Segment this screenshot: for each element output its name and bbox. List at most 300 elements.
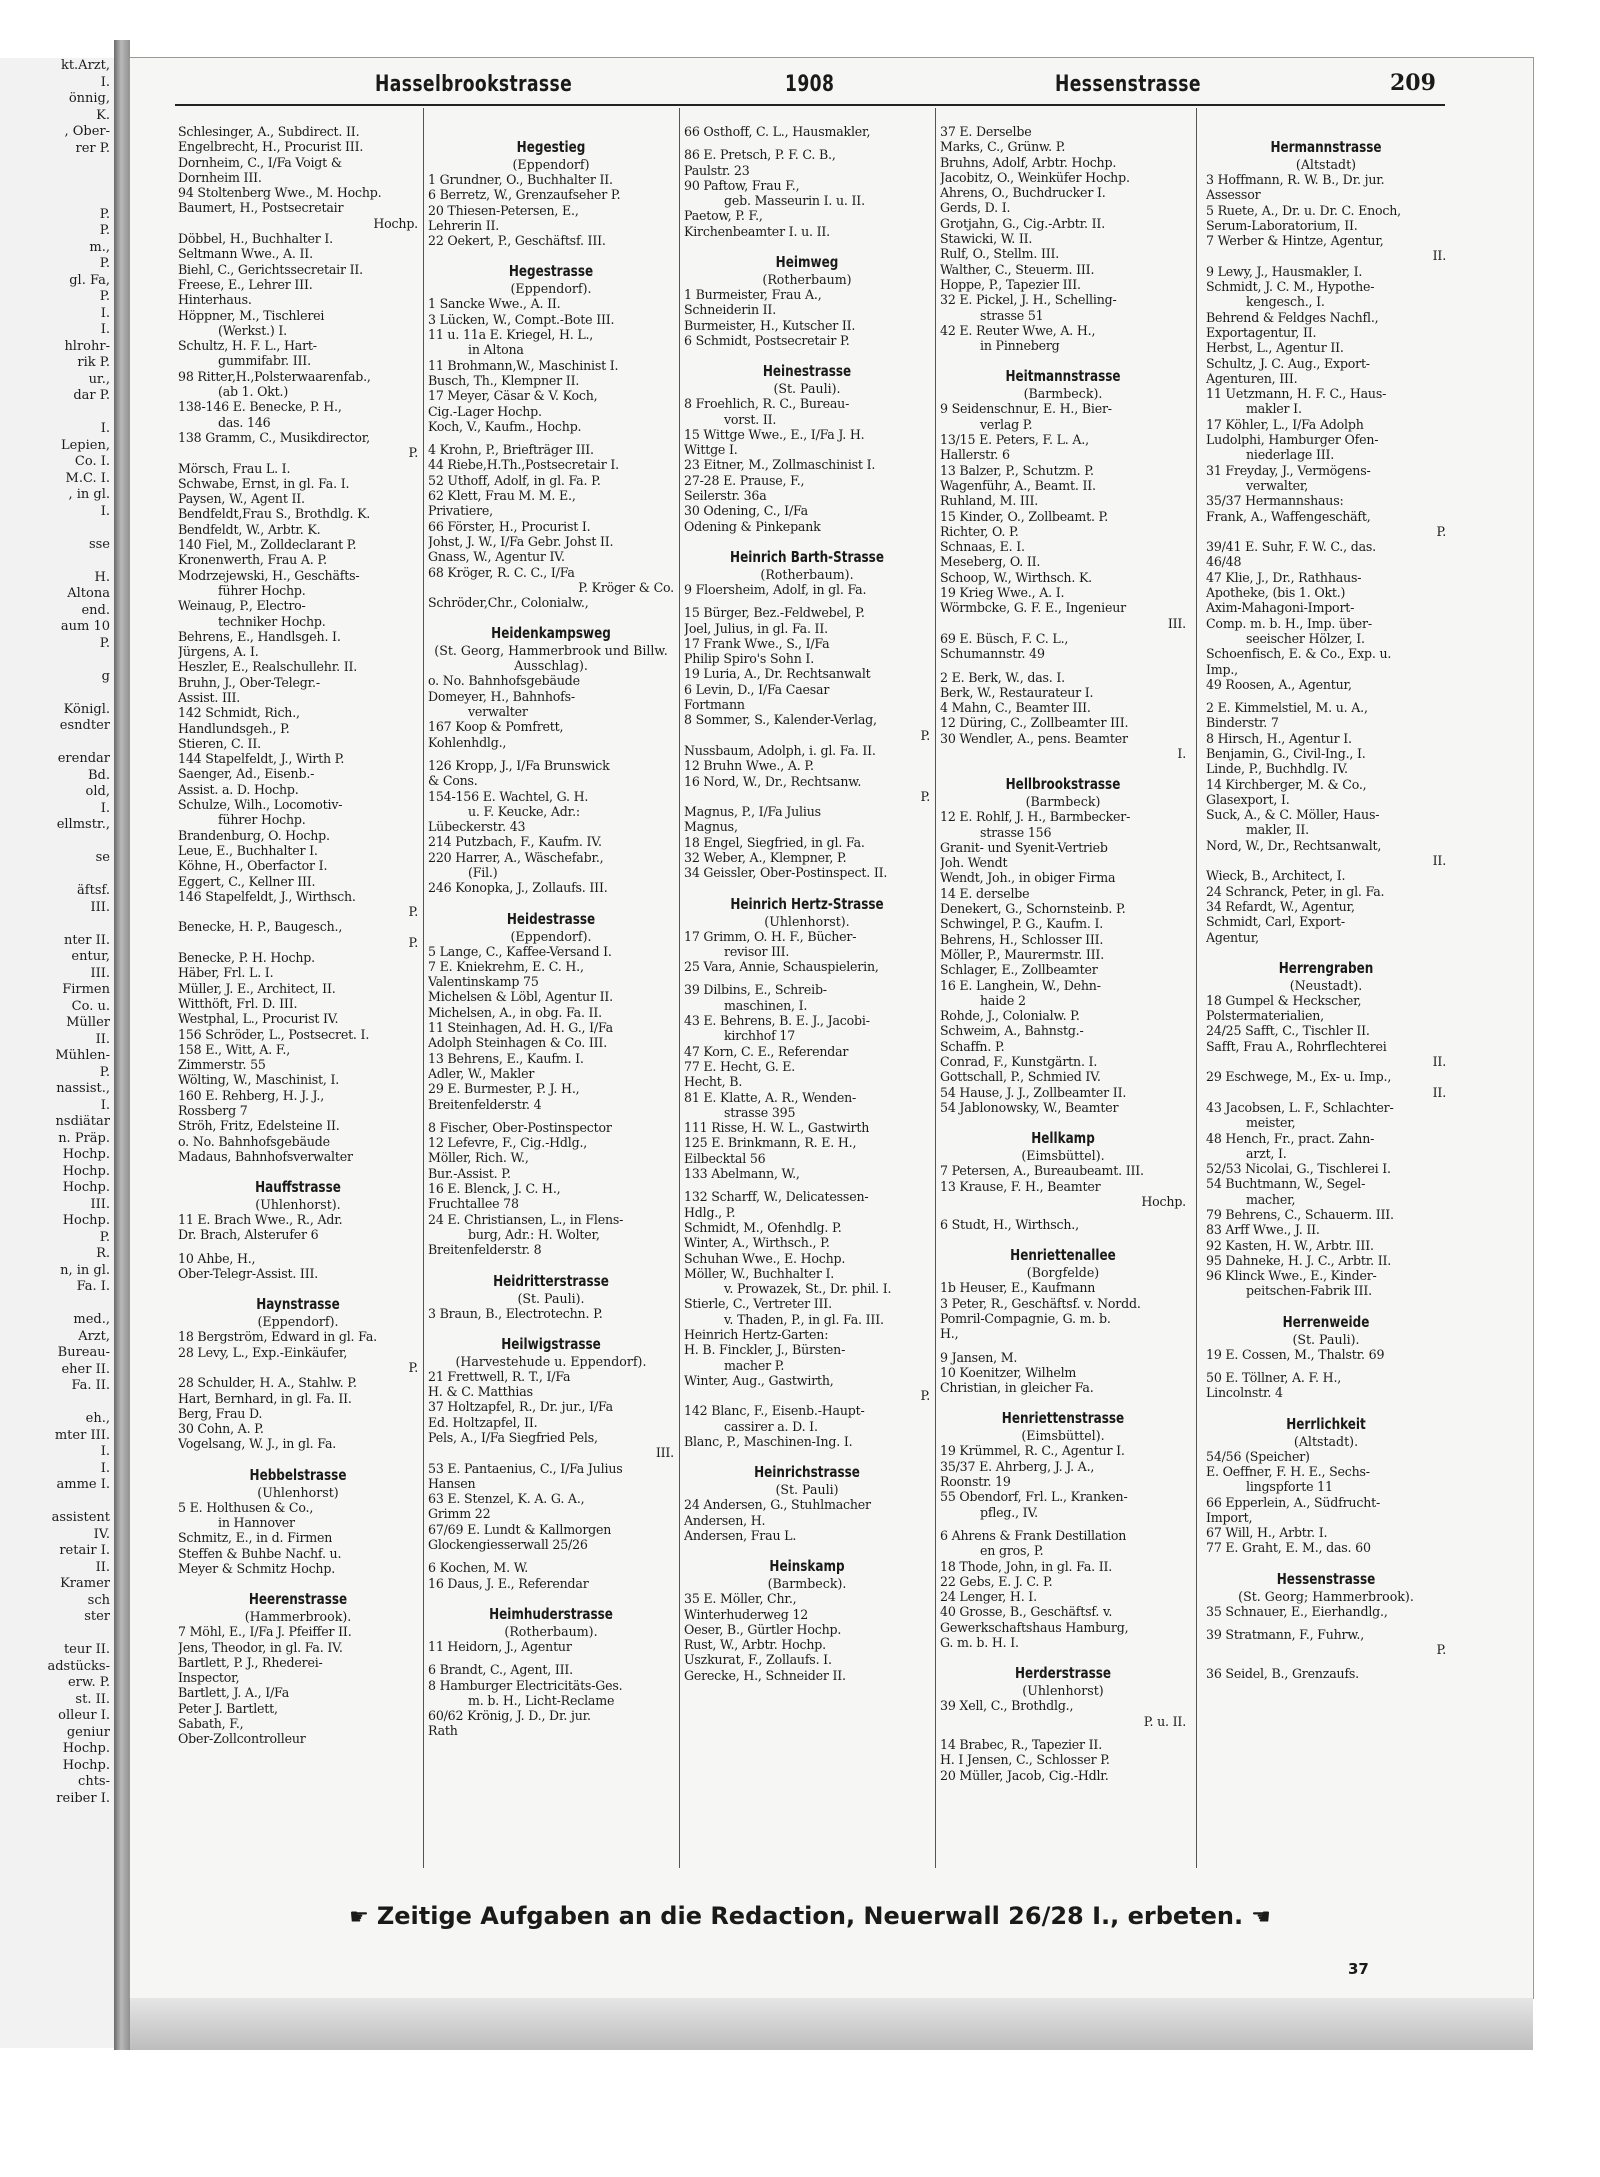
prev-page-fragment: olleur I. xyxy=(58,1708,110,1723)
directory-entry: Johst, J. W., I/Fa Gebr. Johst II. xyxy=(428,533,614,549)
directory-entry: strasse 51 xyxy=(980,307,1044,323)
directory-entry: 32 Weber, A., Klempner, P. xyxy=(684,849,847,865)
directory-entry: Denekert, G., Schornsteinb. P. xyxy=(940,901,1126,917)
directory-entry: P. xyxy=(408,445,418,461)
directory-entry: Domeyer, H., Bahnhofs- xyxy=(428,688,575,704)
street-title: Hessenstrasse xyxy=(1276,1569,1376,1588)
prev-page-fragment: retair I. xyxy=(59,1543,110,1558)
directory-entry: Paetow, P. F., xyxy=(684,208,763,224)
directory-entry: Fruchtallee 78 xyxy=(428,1196,519,1212)
prev-page-fragment: Bd. xyxy=(87,767,110,783)
street-section xyxy=(178,1295,418,1451)
directory-entry: Gewerkschaftshaus Hamburg, xyxy=(940,1619,1129,1635)
directory-entry: Marks, C., Grünw. P. xyxy=(940,139,1066,155)
directory-entry: 160 E. Rehberg, H. J. J., xyxy=(178,1087,325,1103)
directory-entry: 43 E. Behrens, B. E. J., Jacobi- xyxy=(684,1013,870,1029)
directory-entry: 66 Epperlein, A., Südfrucht- xyxy=(1206,1494,1381,1510)
directory-entry: Odening & Pinkepank xyxy=(684,518,821,534)
prev-page-fragment: Fa. II. xyxy=(71,1378,110,1393)
directory-entry xyxy=(1206,1658,1446,1666)
prev-page-fragment xyxy=(0,1395,114,1412)
directory-entry: strasse 156 xyxy=(980,824,1052,840)
directory-entry: Glockengiesserwall 25/26 xyxy=(428,1537,588,1553)
directory-entry: 13 Krause, F. H., Beamter xyxy=(940,1178,1101,1194)
directory-entry: Schröder,Chr., Colonialw., xyxy=(428,595,589,611)
directory-entry: 47 Klie, J., Dr., Rathhaus- xyxy=(1206,569,1362,585)
prev-page-fragment: Hochp. xyxy=(62,1147,110,1162)
directory-entry: Schnaas, E. I. xyxy=(940,539,1025,555)
directory-entry: Blanc, P., Maschinen-Ing. I. xyxy=(684,1434,853,1450)
directory-entry: 3 Hoffmann, R. W. B., Dr. jur. xyxy=(1206,172,1385,187)
district-subtitle: (Uhlenhorst) xyxy=(1022,1683,1104,1699)
directory-entry: 30 Cohn, A. P. xyxy=(178,1421,264,1437)
directory-entry: Berk, W., Restaurateur I. xyxy=(940,684,1094,700)
street-section xyxy=(684,1557,930,1683)
directory-entry: lingspforte 11 xyxy=(1246,1479,1333,1495)
street-title: Hegestieg xyxy=(516,138,586,156)
directory-entry: cassirer a. D. I. xyxy=(724,1418,818,1434)
prev-page-fragment: nsdiätar xyxy=(55,1114,110,1129)
directory-entry: II. xyxy=(1432,853,1446,869)
directory-entry: Möller, P., Maurermstr. III. xyxy=(940,946,1105,962)
prev-page-fragment xyxy=(0,834,114,851)
prev-page-fragment: II. xyxy=(95,1559,110,1575)
directory-entry: vorst. II. xyxy=(724,411,777,427)
prev-page-fragment: rer P. xyxy=(75,140,110,156)
street-title: Heidestrasse xyxy=(506,909,596,928)
column-2 xyxy=(428,124,674,1894)
directory-entry: Witthöft, Frl. D. III. xyxy=(178,995,298,1011)
directory-entry: (Fil.) xyxy=(468,864,498,880)
prev-page-fragment: Mühlen- xyxy=(55,1048,110,1063)
directory-entry: 24 E. Christiansen, L., in Flens- xyxy=(428,1211,624,1227)
directory-entry xyxy=(428,1112,674,1120)
street-section xyxy=(178,1466,418,1576)
directory-entry: 15 Bürger, Bez.-Feldwebel, P. xyxy=(684,605,865,621)
prev-page-fragment: n. Präp. xyxy=(58,1130,110,1146)
street-title: Heinrich Hertz-Strasse xyxy=(730,894,884,913)
column-1 xyxy=(178,124,418,1894)
street-section xyxy=(684,548,930,881)
directory-entry: Breitenfelderstr. 4 xyxy=(428,1096,542,1112)
directory-entry: Möller, Rich. W., xyxy=(428,1150,529,1166)
directory-entry: Paysen, W., Agent II. xyxy=(178,491,305,507)
directory-entry: 77 E. Graht, E. M., das. 60 xyxy=(1206,1540,1371,1556)
street-title: Heinrichstrasse xyxy=(754,1463,860,1482)
directory-entry: 39 Dilbins, E., Schreib- xyxy=(684,982,827,998)
directory-entry: 19 E. Cossen, M., Thalstr. 69 xyxy=(1206,1346,1385,1362)
directory-entry: Wittge I. xyxy=(684,442,738,458)
directory-entry: 156 Schröder, L., Postsecret. I. xyxy=(178,1026,370,1042)
directory-entry: Christian, in gleicher Fa. xyxy=(940,1380,1094,1396)
district-subtitle: (St. Pauli). xyxy=(773,381,841,397)
directory-entry: Bruhn, J., Ober-Telegr.- xyxy=(178,674,320,690)
directory-entry: 29 Eschwege, M., Ex- u. Imp., xyxy=(1206,1069,1392,1085)
directory-entry: 6 Berretz, W., Grenzaufseher P. xyxy=(428,187,621,203)
prev-page-fragment: P. xyxy=(99,206,110,222)
directory-entry: 54 Jablonowsky, W., Beamter xyxy=(940,1099,1119,1115)
prev-page-fragment: Co. u. xyxy=(71,998,110,1014)
directory-entry: 30 Wendler, A., pens. Beamter xyxy=(940,730,1128,746)
directory-entry: Seilerstr. 36a xyxy=(684,488,767,504)
directory-entry: Oeser, B., Gürtler Hochp. xyxy=(684,1621,842,1637)
directory-entry: Breitenfelderstr. 8 xyxy=(428,1242,542,1258)
directory-entry: 1b Heuser, E., Kaufmann xyxy=(940,1280,1096,1296)
prev-page-fragment: Hochp. xyxy=(62,1163,110,1179)
street-title: Henriettenstrasse xyxy=(1001,1409,1125,1428)
directory-entry: 2 E. Kimmelstiel, M. u. A., xyxy=(1206,700,1368,716)
directory-entry: 6 Brandt, C., Agent, III. xyxy=(428,1662,573,1678)
directory-entry: 125 E. Brinkmann, R. E. H., xyxy=(684,1135,857,1151)
directory-entry xyxy=(684,139,930,147)
directory-entry: niederlage III. xyxy=(1246,447,1335,463)
prev-page-fragment: nter II. xyxy=(63,932,110,948)
directory-entry: 2 E. Berk, W., das. I. xyxy=(940,669,1065,685)
directory-entry: Höppner, M., Tischlerei xyxy=(178,307,325,323)
directory-entry: Bur.-Assist. P. xyxy=(428,1165,511,1181)
directory-entry: verwalter, xyxy=(1246,477,1309,493)
directory-entry: (Werkst.) I. xyxy=(218,322,287,338)
prev-page-fragment: P. xyxy=(99,289,110,304)
directory-entry: 28 Levy, L., Exp.-Einkäufer, xyxy=(178,1344,348,1360)
directory-entry: peitschen-Fabrik III. xyxy=(1246,1283,1372,1299)
district-subtitle: (Hammerbrook). xyxy=(244,1609,352,1625)
prev-page-fragment: H. xyxy=(94,569,110,585)
directory-entry: Madaus, Bahnhofsverwalter xyxy=(178,1148,353,1164)
prev-page-fragment: n, in gl. xyxy=(60,1262,110,1278)
directory-entry: 14 Kirchberger, M. & Co., xyxy=(1206,776,1367,792)
directory-entry: 66 Förster, H., Procurist I. xyxy=(428,518,591,534)
directory-entry: 47 Korn, C. E., Referendar xyxy=(684,1043,849,1059)
directory-entry: Apotheke, (bis 1. Okt.) xyxy=(1206,585,1346,601)
street-section xyxy=(940,1129,1186,1232)
directory-entry: Jens, Theodor, in gl. Fa. IV. xyxy=(178,1639,343,1655)
directory-entry: in Altona xyxy=(468,342,524,358)
directory-entry xyxy=(684,597,930,605)
directory-entry: 3 Lücken, W., Compt.-Bote III. xyxy=(428,311,615,327)
directory-entry: 11 Heidorn, J., Agentur xyxy=(428,1638,572,1654)
directory-entry: 13 Balzer, P., Schutzm. P. xyxy=(940,462,1094,478)
prev-page-fragment: R. xyxy=(96,1246,110,1261)
district-subtitle: (Altstadt). xyxy=(1293,1433,1359,1449)
directory-entry: 25 Vara, Annie, Schauspielerin, xyxy=(684,959,879,975)
directory-entry: Engelbrecht, H., Procurist III. xyxy=(178,139,364,155)
directory-entry: Stawicki, W. II. xyxy=(940,231,1033,247)
prev-page-fragment: Co. I. xyxy=(74,454,110,469)
prev-page-fragment: I. xyxy=(100,1097,110,1113)
prev-page-fragment: Arzt, xyxy=(78,1328,110,1344)
directory-entry: Magnus, xyxy=(684,819,738,835)
directory-entry: P. u. II. xyxy=(1143,1713,1186,1729)
prev-page-fragment: I. xyxy=(100,322,110,337)
directory-entry: 18 Gumpel & Heckscher, xyxy=(1206,992,1362,1008)
directory-entry: 94 Stoltenberg Wwe., M. Hochp. xyxy=(178,185,382,201)
directory-entry: maschinen, I. xyxy=(724,997,808,1013)
district-subtitle: (Harvestehude u. Eppendorf). xyxy=(455,1353,647,1369)
directory-entry: Safft, Frau A., Rohrflechterei xyxy=(1206,1038,1387,1054)
directory-entry: 154-156 E. Wachtel, G. H. xyxy=(428,788,589,804)
street-section xyxy=(428,1605,674,1739)
prev-page-fragment: P. xyxy=(99,1064,110,1080)
prev-page-fragment: P. xyxy=(99,1229,110,1245)
street-title: Heidenkampsweg xyxy=(491,624,611,643)
street-section xyxy=(940,1246,1186,1395)
directory-entry: in Pinneberg xyxy=(980,338,1060,354)
prev-page-fragment: Firmen xyxy=(62,982,110,997)
prev-page-fragment: aum 10 xyxy=(60,619,110,634)
street-section xyxy=(428,1335,674,1591)
directory-entry: Assist. III. xyxy=(178,689,241,705)
directory-entry: 79 Behrens, C., Schauerm. III. xyxy=(1206,1207,1394,1222)
prev-page-fragment: M.C. I. xyxy=(65,470,110,486)
district-subtitle: (Eppendorf). xyxy=(510,928,592,944)
directory-entry: Meyer & Schmitz Hochp. xyxy=(178,1560,336,1576)
prev-page-fragment: assistent xyxy=(51,1510,110,1525)
directory-entry: 29 E. Burmester, P. J. H., xyxy=(428,1081,580,1097)
prev-page-fragment xyxy=(0,916,114,933)
directory-entry xyxy=(178,1243,418,1251)
directory-entry xyxy=(428,750,674,758)
directory-entry: arzt, I. xyxy=(1246,1145,1287,1161)
directory-entry: 9 Jansen, M. xyxy=(940,1349,1018,1365)
directory-entry: 6 Ahrens & Frank Destillation xyxy=(940,1527,1127,1543)
prev-page-fragment xyxy=(0,1626,114,1643)
directory-entry: Biehl, C., Gerichtssecretair II. xyxy=(178,261,363,277)
directory-entry: 16 Daus, J. E., Referendar xyxy=(428,1575,589,1591)
prev-page-fragment: , Ober- xyxy=(64,124,110,139)
street-section xyxy=(940,124,1186,353)
directory-entry: Grotjahn, G., Cig.-Arbtr. II. xyxy=(940,215,1106,231)
directory-entry: Döbbel, H., Buchhalter I. xyxy=(178,231,333,247)
directory-entry: P. xyxy=(1436,1642,1446,1658)
directory-entry: Comp. m. b. H., Imp. über- xyxy=(1206,615,1372,631)
directory-entry: Wendt, Joh., in obiger Firma xyxy=(940,870,1116,886)
directory-entry: P. xyxy=(1436,523,1446,539)
prev-page-fragment: gl. Fa, xyxy=(69,272,110,288)
street-title: Heimweg xyxy=(775,253,839,272)
directory-entry: Schmidt, J. C. M., Hypothe- xyxy=(1206,279,1375,295)
directory-entry: haide 2 xyxy=(980,992,1026,1008)
district-subtitle: (Uhlenhorst). xyxy=(255,1197,341,1213)
street-section xyxy=(178,1590,418,1746)
directory-entry: 142 Blanc, F., Eisenb.-Haupt- xyxy=(684,1403,865,1419)
district-subtitle: (St. Georg, Hammerbrook und Billw. Ausschlag). xyxy=(434,643,668,674)
directory-entry: Philip Spiro's Sohn I. xyxy=(684,651,814,667)
directory-entry: 24 Lenger, H. I. xyxy=(940,1589,1037,1605)
district-subtitle: (Uhlenhorst). xyxy=(764,913,850,929)
street-title: Heidritterstrasse xyxy=(493,1271,609,1290)
directory-entry xyxy=(940,1342,1186,1350)
district-subtitle: (St. Pauli) xyxy=(775,1482,839,1498)
directory-entry: 69 E. Büsch, F. C. L., xyxy=(940,630,1069,646)
prev-page-fragment: P. xyxy=(99,223,110,238)
directory-entry: führer Hochp. xyxy=(218,582,306,598)
directory-entry xyxy=(940,1520,1186,1528)
directory-entry: Hart, Bernhard, in gl. Fa. II. xyxy=(178,1390,352,1406)
directory-entry: Walther, C., Steuerm. III. xyxy=(940,261,1095,277)
directory-entry: Inspector, xyxy=(178,1670,240,1686)
directory-entry: 39/41 E. Suhr, F. W. C., das. xyxy=(1206,539,1376,555)
directory-entry: Roonstr. 19 xyxy=(940,1474,1011,1490)
district-subtitle: (Rotherbaum) xyxy=(762,272,852,288)
prev-page-fragment: adstücks- xyxy=(47,1658,110,1674)
directory-entry: 3 Braun, B., Electrotechn. P. xyxy=(428,1305,603,1321)
directory-entry: Glasexport, I. xyxy=(1206,791,1290,807)
directory-entry: v. Thaden, P., in gl. Fa. III. xyxy=(724,1311,884,1327)
directory-entry: 34 Refardt, W., Agentur, xyxy=(1206,898,1355,914)
directory-entry: 95 Dahneke, H. J. C., Arbtr. II. xyxy=(1206,1252,1392,1268)
directory-entry: Ober-Zollcontrolleur xyxy=(178,1731,306,1747)
directory-entry: 20 Müller, Jacob, Cig.-Hdlr. xyxy=(940,1767,1109,1783)
directory-entry: Assist. a. D. Hochp. xyxy=(178,781,299,797)
directory-entry: Ahrens, O., Buchdrucker I. xyxy=(940,185,1106,201)
district-subtitle: (Uhlenhorst) xyxy=(257,1484,339,1500)
directory-entry: Jürgens, A. I. xyxy=(178,644,259,660)
street-section xyxy=(178,1178,418,1281)
directory-entry: Benecke, P. H. Hochp. xyxy=(178,950,315,966)
directory-entry: Hansen xyxy=(428,1475,476,1491)
district-subtitle: (St. Georg; Hammerbrook). xyxy=(1238,1588,1414,1604)
prev-page-fragment: sse xyxy=(88,536,110,552)
prev-page-fragment: st. II. xyxy=(75,1691,110,1707)
directory-entry: m. b. H., Licht-Reclame xyxy=(468,1692,615,1708)
directory-entry: Rossberg 7 xyxy=(178,1103,248,1118)
prev-page-fragment: chts- xyxy=(78,1774,110,1789)
directory-entry: 43 Jacobsen, L. F., Schlachter- xyxy=(1206,1099,1394,1115)
directory-entry: Import, xyxy=(1206,1509,1253,1525)
street-title: Heerenstrasse xyxy=(248,1590,348,1609)
directory-entry: 66 Osthoff, C. L., Hausmakler, xyxy=(684,124,871,139)
directory-entry: 18 Engel, Siegfried, in gl. Fa. xyxy=(684,834,865,850)
directory-entry: 16 E. Blenck, J. C. H., xyxy=(428,1181,561,1197)
directory-entry: Wieck, B., Architect, I. xyxy=(1206,868,1346,884)
directory-entry: Winterhuderweg 12 xyxy=(684,1606,809,1622)
directory-entry: 167 Koop & Pomfrett, xyxy=(428,719,564,735)
directory-entry: Stierle, C., Vertreter III. xyxy=(684,1296,832,1312)
directory-entry: Dr. Brach, Alsterufer 6 xyxy=(178,1227,319,1243)
directory-entry: 6 Studt, H., Wirthsch., xyxy=(940,1217,1079,1233)
directory-entry: 24 Andersen, G., Stuhlmacher xyxy=(684,1497,871,1513)
directory-entry: Berg, Frau D. xyxy=(178,1405,263,1421)
directory-entry: 62 Klett, Frau M. M. E., xyxy=(428,488,576,504)
directory-entry: E. Oeffner, F. H. E., Sechs- xyxy=(1206,1463,1370,1479)
directory-entry: 7 Werber & Hintze, Agentur, xyxy=(1206,233,1384,249)
directory-entry: Schneiderin II. xyxy=(684,302,777,318)
prev-page-fragment: I. xyxy=(100,1460,110,1476)
directory-entry: 24/25 Safft, C., Tischler II. xyxy=(1206,1023,1370,1039)
prev-page-fragment xyxy=(0,520,114,537)
district-subtitle: (Rotherbaum). xyxy=(760,566,854,582)
district-subtitle: (Eppendorf). xyxy=(510,281,592,297)
street-section xyxy=(1206,1313,1446,1401)
directory-entry: 22 Gebs, E. J. C. P. xyxy=(940,1573,1053,1589)
directory-entry: Sabath, F., xyxy=(178,1716,244,1732)
directory-entry: 55 Obendorf, Frl. L., Kranken- xyxy=(940,1489,1128,1505)
directory-entry: Häber, Frl. L. I. xyxy=(178,965,274,981)
directory-entry: 22 Oekert, P., Geschäftsf. III. xyxy=(428,233,606,249)
directory-entry: Joel, Julius, in gl. Fa. II. xyxy=(684,620,828,636)
directory-entry: 23 Eitner, M., Zollmaschinist I. xyxy=(684,457,876,473)
book-gutter xyxy=(114,40,130,2050)
directory-entry: Wagenführ, A., Beamt. II. xyxy=(940,477,1096,493)
directory-entry: Granit- und Syenit-Vertrieb xyxy=(940,839,1108,855)
directory-entry: 21 Frettwell, R. T., I/Fa xyxy=(428,1368,571,1384)
prev-page-fragment: I. xyxy=(100,305,110,321)
directory-entry: Benjamin, G., Civil-Ing., I. xyxy=(1206,745,1366,761)
directory-entry: Ludolphi, Hamburger Ofen- xyxy=(1206,432,1379,448)
directory-entry: 17 Köhler, L., I/Fa Adolph xyxy=(1206,416,1364,432)
directory-entry: 14 Brabec, R., Tapezier II. xyxy=(940,1736,1103,1752)
directory-entry: Handlundsgeh., P. xyxy=(178,720,290,736)
directory-entry: 31 Freyday, J., Vermögens- xyxy=(1206,462,1371,478)
directory-entry: Heinrich Hertz-Garten: xyxy=(684,1327,829,1342)
district-subtitle: (Eppendorf) xyxy=(512,157,590,172)
directory-entry: geb. Masseurin I. u. II. xyxy=(724,193,865,209)
directory-entry: Schmidt, M., Ofenhdlg. P. xyxy=(684,1219,842,1235)
directory-entry: H., xyxy=(940,1326,959,1342)
directory-entry: Herbst, L., Agentur II. xyxy=(1206,340,1344,356)
directory-entry: 3 Peter, R., Geschäftsf. v. Nordd. xyxy=(940,1295,1141,1311)
prev-page-fragment: rik P. xyxy=(77,355,110,370)
directory-entry: Andersen, Frau L. xyxy=(684,1527,797,1543)
directory-entry: Behrens, E., Handlsgeh. I. xyxy=(178,628,341,644)
directory-entry: 63 E. Stenzel, K. A. G. A., xyxy=(428,1491,585,1507)
prev-page-fragment: K. xyxy=(96,107,110,123)
street-section xyxy=(178,124,418,1164)
prev-page-fragment: erw. P. xyxy=(67,1675,110,1690)
directory-entry: 11 Uetzmann, H. F. C., Haus- xyxy=(1206,386,1387,402)
directory-entry: 60/62 Krönig, J. D., Dr. jur. xyxy=(428,1708,591,1724)
street-title: Heinestrasse xyxy=(762,362,852,381)
directory-entry xyxy=(940,662,1186,670)
directory-entry: 1 Sancke Wwe., A. II. xyxy=(428,296,561,312)
directory-entry: 13/15 E. Peters, F. L. A., xyxy=(940,432,1089,448)
directory-entry: en gros, P. xyxy=(980,1543,1044,1559)
column-rule xyxy=(935,108,936,1868)
directory-entry: Schoop, W., Wirthsch. K. xyxy=(940,569,1092,585)
directory-entry: 220 Harrer, A., Wäschefabr., xyxy=(428,849,604,865)
directory-entry: 6 Schmidt, Postsecretair P. xyxy=(684,332,850,348)
directory-entry: Möller, W., Buchhalter I. xyxy=(684,1265,835,1281)
directory-entry: 133 Abelmann, W., xyxy=(684,1166,800,1182)
directory-entry: 53 E. Pantaenius, C., I/Fa Julius xyxy=(428,1460,623,1476)
directory-entry: 81 E. Klatte, A. R., Wenden- xyxy=(684,1089,857,1105)
directory-entry: P. xyxy=(920,1388,930,1404)
directory-entry: Lincolnstr. 4 xyxy=(1206,1385,1283,1401)
directory-entry: 42 E. Reuter Wwe, A. H., xyxy=(940,322,1096,338)
prev-page-fragment: eh., xyxy=(85,1411,110,1426)
directory-entry: Heszler, E., Realschullehr. II. xyxy=(178,659,358,675)
directory-entry: P. xyxy=(408,1359,418,1375)
directory-entry: Bendfeldt,Frau S., Brothdlg. K. xyxy=(178,506,371,522)
directory-entry: Eggert, C., Kellner III. xyxy=(178,873,316,889)
directory-entry: 138-146 E. Benecke, P. H., xyxy=(178,399,342,415)
directory-entry: Bartlett, P. J., Rhederei- xyxy=(178,1654,323,1670)
directory-entry: Schultz, J. C. Aug., Export- xyxy=(1206,355,1370,371)
directory-entry: Fortmann xyxy=(684,697,745,713)
directory-entry: 35 Schnauer, E., Eierhandlg., xyxy=(1206,1603,1388,1619)
directory-entry: Eilbecktal 56 xyxy=(684,1150,766,1166)
prev-page-fragment: I. xyxy=(100,421,110,436)
directory-entry: 17 Meyer, Cäsar & V. Koch, xyxy=(428,388,598,404)
directory-entry: 37 Holtzapfel, R., Dr. jur., I/Fa xyxy=(428,1399,613,1415)
prev-page-fragment: I. xyxy=(100,503,110,519)
directory-entry: Schaffn. P. xyxy=(940,1038,1005,1054)
directory-entry: Gottschall, P., Schmied IV. xyxy=(940,1069,1101,1085)
directory-entry: 68 Kröger, R. C. C., I/Fa xyxy=(428,564,575,580)
prev-page-fragment: Kramer xyxy=(60,1576,110,1591)
street-section xyxy=(684,1463,930,1543)
